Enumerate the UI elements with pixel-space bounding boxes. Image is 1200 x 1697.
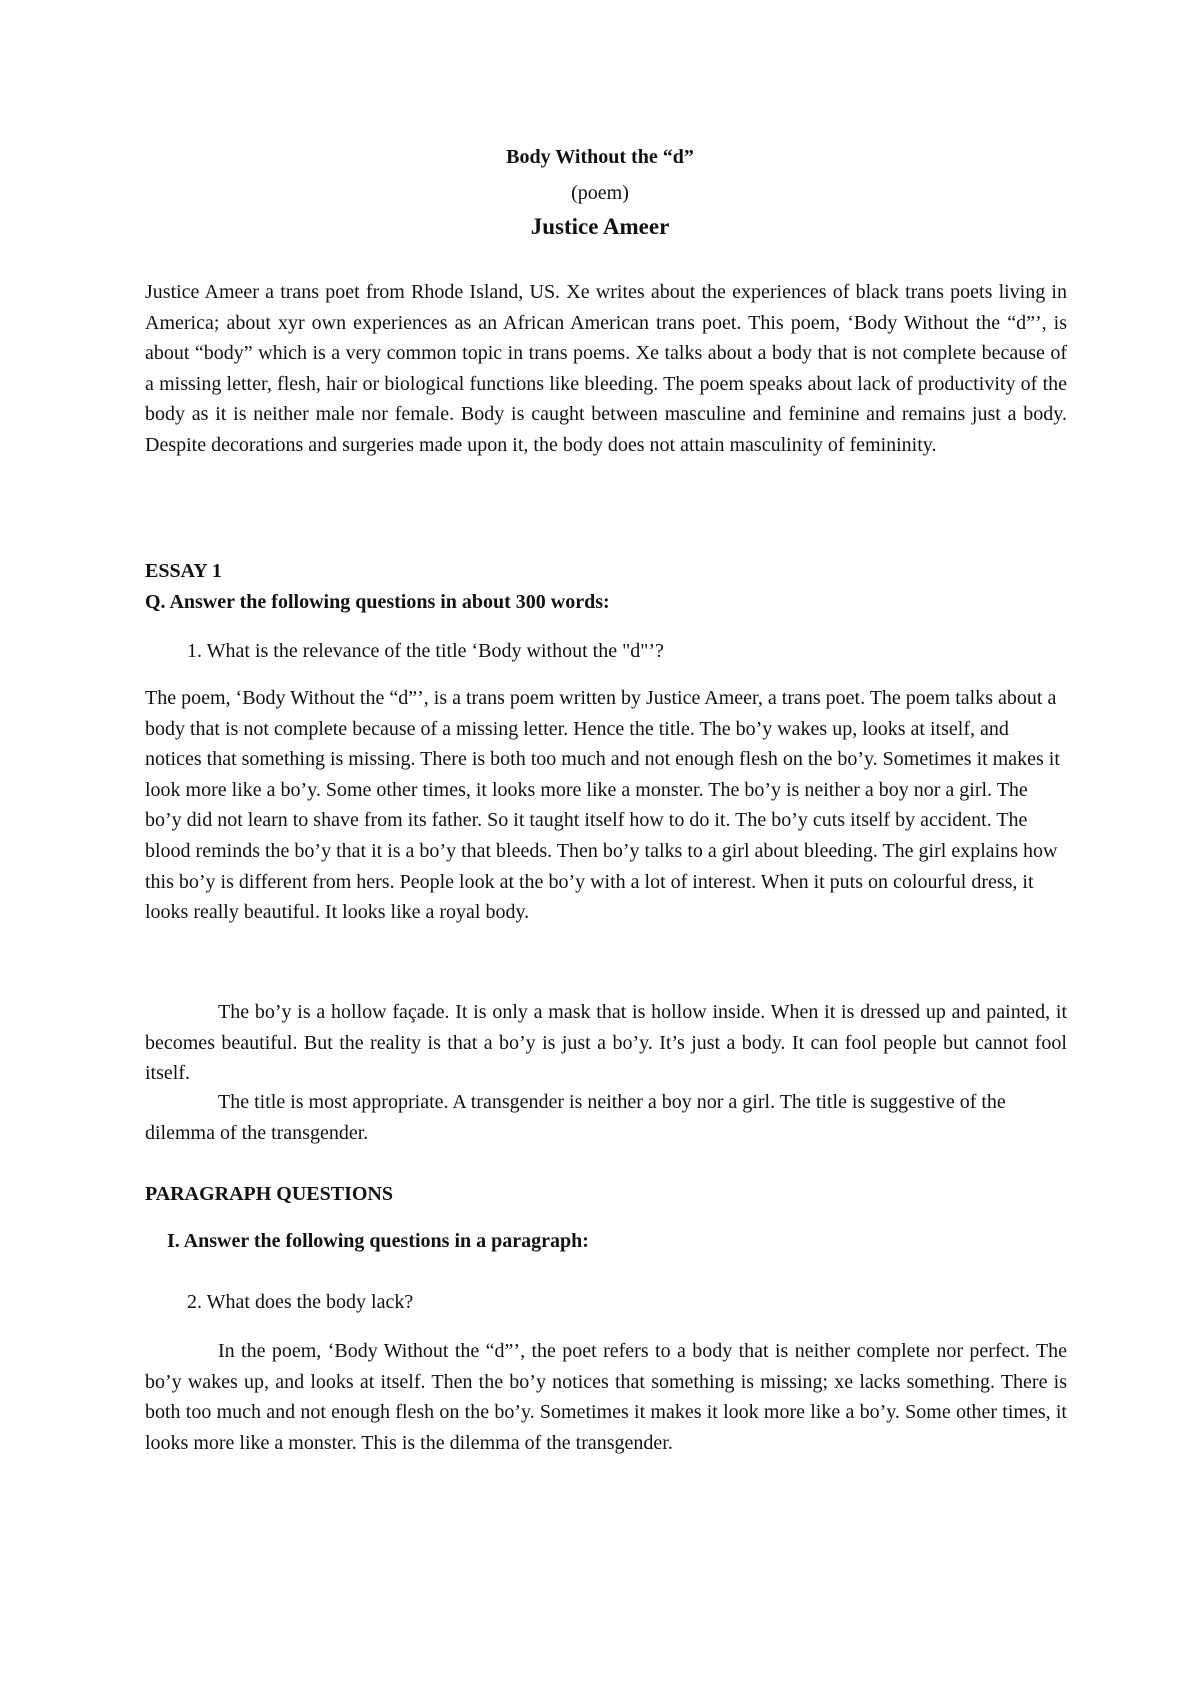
paragraph-answer: In the poem, ‘Body Without the “d”’, the poet refers to a body that is neither complete nor perfect. The bo’y wakes up, and looks at itself. Then the bo’y notices that something is missing; xe lacks something. There is both too much and not enough flesh on the bo’y. Sometimes it makes it look more like a bo’y. Some other times, it looks more like a monster. This is the dilemma of the transgender. — [145, 1340, 1067, 1454]
paragraph-questions-heading: PARAGRAPH QUESTIONS — [145, 1183, 393, 1205]
paragraph-question: 2. What does the body lack? — [187, 1291, 414, 1313]
essay-answer-paragraph-3: The title is most appropriate. A transgender is neither a boy nor a girl. The title is suggestive of the dilemma of the transgender. — [145, 1091, 1006, 1144]
paragraph-questions-instruction: I. Answer the following questions in a paragraph: — [167, 1230, 589, 1252]
essay-answer-paragraph-2: The bo’y is a hollow façade. It is only a mask that is hollow inside. When it is dressed up and painted, it becomes beautiful. But the reality is that a bo’y is just a bo’y. It’s just a body. It can fool people but cannot fool itself. — [145, 1001, 1067, 1085]
essay-heading: ESSAY 1 — [145, 560, 222, 582]
document-subtitle: (poem) — [571, 182, 629, 204]
essay-instruction: Q. Answer the following questions in about 300 words: — [145, 591, 610, 613]
intro-paragraph: Justice Ameer a trans poet from Rhode Island, US. Xe writes about the experiences of black trans poets living in America; about xyr own experiences as an African American trans poet. This poem, ‘Body Without the “d”’, is about “body” which is a very common topic in trans poems. Xe talks about a body that is not complete because of a missing letter, flesh, hair or biological functions like bleeding. The poem speaks about lack of productivity of the body as it is neither male nor female. Body is caught between masculine and feminine and remains just a body. Despite decorations and surgeries made upon it, the body does not attain masculinity of femininity. — [145, 281, 1067, 456]
essay-question: 1. What is the relevance of the title ‘Body without the "d"’? — [187, 640, 664, 662]
document-author: Justice Ameer — [530, 214, 670, 239]
essay-answer-paragraph-1: The poem, ‘Body Without the “d”’, is a trans poem written by Justice Ameer, a trans poet. The poem talks about a body that is not complete because of a missing letter. Hence the title. The bo’y wakes up, looks at itself, and notices that something is missing. There is both too much and not enough flesh on the bo’y. Sometimes it makes it look more like a bo’y. Some other times, it looks more like a monster. The bo’y is neither a boy nor a girl. The bo’y did not learn to shave from its father. So it taught itself how to do it. The bo’y cuts itself by accident. The blood reminds the bo’y that it is a bo’y that bleeds. Then bo’y talks to a girl about bleeding. The girl explains how this bo’y is different from hers. People look at the bo’y with a lot of interest. When it puts on colourful dress, it looks really beautiful. It looks like a royal body. — [145, 687, 1060, 924]
document-title: Body Without the “d” — [506, 146, 694, 168]
